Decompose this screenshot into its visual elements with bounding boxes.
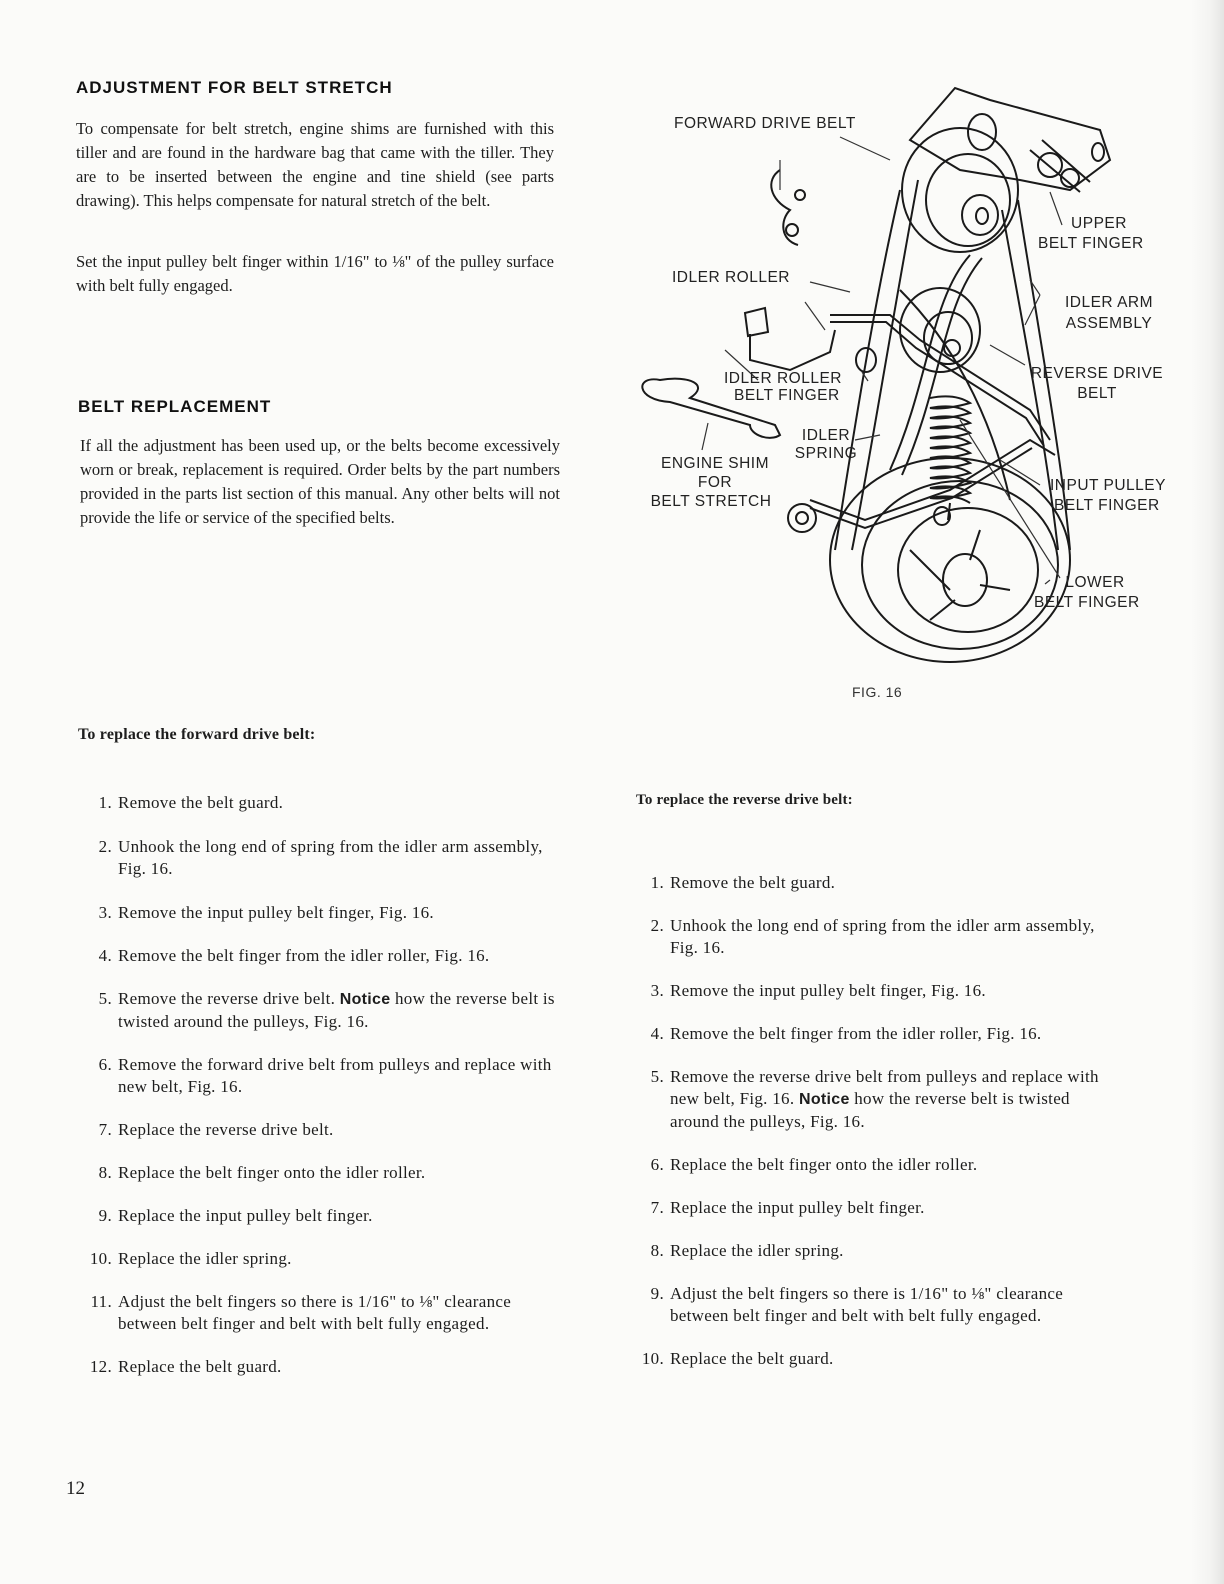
forward-step [82, 1248, 562, 1270]
label-input-pulley-line2: BELT FINGER [1054, 497, 1160, 514]
label-idler-spring-line1: IDLER [801, 427, 851, 444]
step-number: 8. [650, 1241, 664, 1260]
step-text: Remove the belt guard. [670, 873, 836, 892]
upper-pulley [902, 128, 1018, 252]
forward-step [82, 1291, 562, 1335]
forward-step [82, 1119, 562, 1141]
step-text: Unhook the long end of spring from the idler arm assembly, Fig. 16. [670, 916, 1095, 957]
reverse-step [634, 980, 1114, 1002]
step-text: Adjust the belt fingers so there is 1/16" to ⅛" clearance between belt finger and belt with belt fully engaged. [670, 1284, 1064, 1325]
step-number: 7. [650, 1198, 664, 1217]
label-reverse-drive-belt-line1: REVERSE DRIVE [1030, 365, 1164, 382]
forward-step [82, 792, 562, 814]
step-number: 1. [650, 873, 664, 892]
step-text: Remove the belt finger from the idler roller, Fig. 16. [670, 1024, 1042, 1043]
forward-step [82, 1162, 562, 1184]
step-number: 10. [641, 1349, 664, 1368]
step-text: Remove the input pulley belt finger, Fig. 16. [118, 903, 434, 922]
reverse-step [634, 872, 1114, 894]
label-idler-roller: IDLER ROLLER [672, 269, 790, 286]
figure-16 [630, 80, 1190, 670]
label-idler-spring-line2: SPRING [794, 445, 858, 462]
engine-bracket [910, 88, 1110, 190]
step-text: Replace the idler spring. [118, 1249, 292, 1268]
step-number: 6. [98, 1055, 112, 1074]
label-reverse-drive-belt-line2: BELT [1077, 385, 1117, 402]
step-text: Remove the reverse drive belt. [118, 989, 336, 1008]
forward-step [82, 1356, 562, 1378]
forward-step [82, 988, 562, 1033]
page-number: 12 [66, 1478, 85, 1499]
step-text-continued: how the reverse belt is twisted around the pulleys, Fig. 16. [670, 1089, 1070, 1131]
step-text: Replace the belt guard. [670, 1349, 834, 1368]
forward-step [82, 836, 562, 880]
step-number: 12. [89, 1357, 112, 1376]
label-idler-roller-finger-line2: BELT FINGER [734, 387, 840, 404]
reverse-step [634, 1197, 1114, 1219]
adjustment-heading: ADJUSTMENT FOR BELT STRETCH [76, 78, 393, 97]
forward-step [82, 945, 562, 967]
step-number: 2. [98, 837, 112, 856]
step-text: Remove the input pulley belt finger, Fig. 16. [670, 981, 986, 1000]
step-text: Unhook the long end of spring from the idler arm assembly, Fig. 16. [118, 837, 543, 878]
label-idler-arm-line2: ASSEMBLY [1065, 315, 1153, 332]
step-number: 4. [98, 946, 112, 965]
forward-belt-left [835, 190, 900, 550]
step-text: Remove the belt guard. [118, 793, 284, 812]
replacement-heading: BELT REPLACEMENT [78, 397, 272, 416]
figure-caption: FIG. 16 [852, 684, 903, 700]
reverse-step [634, 1283, 1114, 1327]
step-number: 2. [650, 916, 664, 935]
step-text: Adjust the belt fingers so there is 1/16" to ⅛" clearance between belt finger and belt with belt fully engaged. [118, 1292, 512, 1333]
step-number: 7. [98, 1120, 112, 1139]
step-number: 11. [90, 1292, 112, 1311]
reverse-step [634, 1023, 1114, 1045]
label-lower-belt-finger-line1: LOWER [1065, 574, 1125, 591]
label-lower-belt-finger-line2: BELT FINGER [1034, 594, 1140, 611]
step-text: Remove the belt finger from the idler roller, Fig. 16. [118, 946, 490, 965]
adjustment-paragraph-2: Set the input pulley belt finger within 1/16" to ⅛" of the pulley surface with belt fully engaged. [76, 252, 554, 295]
reverse-procedure-heading: To replace the reverse drive belt: [636, 792, 853, 808]
step-number: 8. [98, 1163, 112, 1182]
step-number: 10. [89, 1249, 112, 1268]
step-number: 9. [98, 1206, 112, 1225]
step-text-continued: how the reverse belt is twisted around the pulleys, Fig. 16. [118, 989, 555, 1031]
reverse-steps-list [634, 872, 1114, 1370]
label-forward-drive-belt: FORWARD DRIVE BELT [674, 115, 856, 132]
label-engine-shim-line1: ENGINE SHIM [661, 455, 769, 472]
reverse-step [634, 1066, 1114, 1133]
label-upper-belt-finger-line1: UPPER [1071, 215, 1127, 232]
step-number: 4. [650, 1024, 664, 1043]
forward-step [82, 1205, 562, 1227]
reverse-step [634, 1154, 1114, 1176]
forward-step [82, 902, 562, 924]
replacement-paragraph: If all the adjustment has been used up, or the belts become excessively worn or break, replacement is required. Order belts by the part numbers provided in the parts list section of this manual. Any other belts will not provide the life or service of the specified belts. [80, 436, 560, 527]
label-idler-arm-line1: IDLER ARM [1064, 294, 1154, 311]
step-text: Remove the forward drive belt from pulleys and replace with new belt, Fig. 16. [118, 1055, 552, 1096]
step-number: 3. [650, 981, 664, 1000]
label-input-pulley-line1: INPUT PULLEY [1050, 477, 1166, 494]
step-number: 3. [98, 903, 112, 922]
step-text: Remove the reverse drive belt from pulleys and replace with new belt, Fig. 16. [670, 1067, 1099, 1108]
step-number: 9. [650, 1284, 664, 1303]
forward-step [82, 1054, 562, 1098]
reverse-step [634, 915, 1114, 959]
step-text: Replace the idler spring. [670, 1241, 844, 1260]
step-text: Replace the belt guard. [118, 1357, 282, 1376]
reverse-step [634, 1348, 1114, 1370]
step-number: 5. [650, 1067, 664, 1086]
label-upper-belt-finger-line2: BELT FINGER [1038, 235, 1144, 252]
step-number: 5. [98, 989, 112, 1008]
adjustment-paragraph-1: To compensate for belt stretch, engine shims are furnished with this tiller and are found in the hardware bag that came with the tiller. They are to be inserted between the engine and tine shield (see parts drawing). This helps compensate for natural stretch of the belt. [76, 119, 554, 210]
forward-procedure-heading: To replace the forward drive belt: [78, 726, 316, 743]
label-idler-roller-finger-line1: IDLER ROLLER [724, 370, 842, 387]
forward-steps-list [82, 792, 562, 1378]
notice-emphasis: Notice [798, 1091, 850, 1108]
label-engine-shim-line2: FOR [697, 474, 733, 491]
step-text: Replace the reverse drive belt. [118, 1120, 334, 1139]
page-edge-shadow [1190, 0, 1224, 1584]
label-engine-shim-line3: BELT STRETCH [650, 493, 772, 510]
step-text: Replace the input pulley belt finger. [118, 1206, 373, 1225]
step-text: Replace the belt finger onto the idler roller. [118, 1163, 426, 1182]
reverse-step [634, 1240, 1114, 1262]
step-number: 1. [98, 793, 112, 812]
step-number: 6. [650, 1155, 664, 1174]
notice-emphasis: Notice [339, 991, 391, 1008]
step-text: Replace the belt finger onto the idler roller. [670, 1155, 978, 1174]
step-text: Replace the input pulley belt finger. [670, 1198, 925, 1217]
